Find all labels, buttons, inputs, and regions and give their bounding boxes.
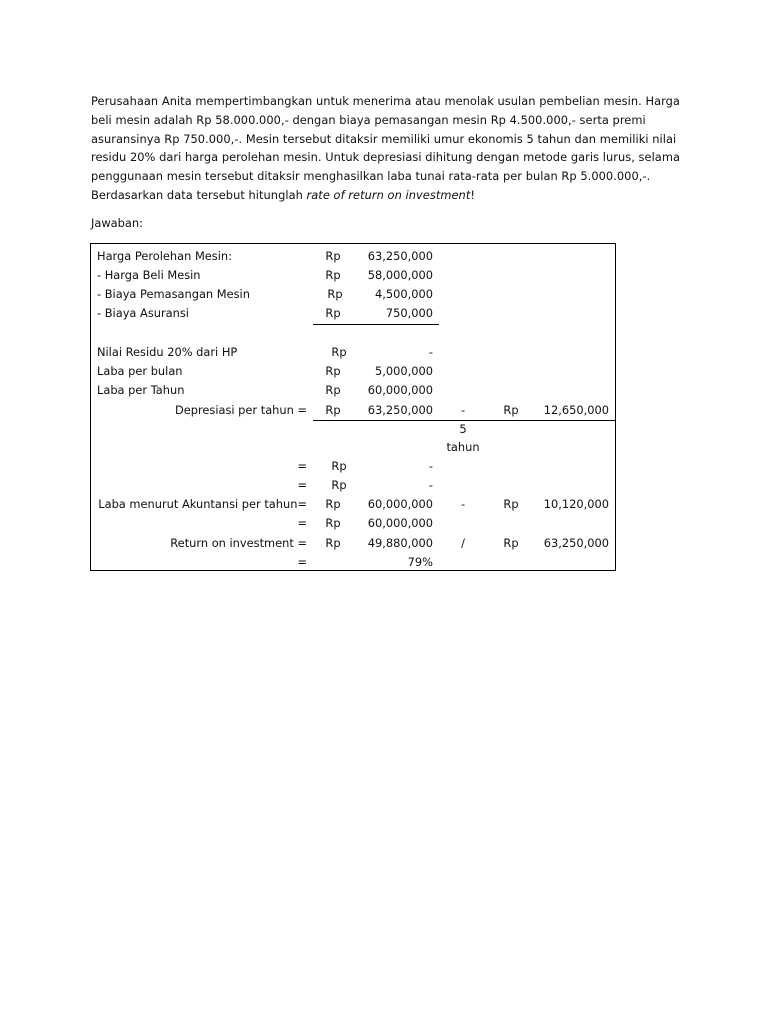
row-8-operator: -	[460, 403, 466, 417]
row-9-divisor: 5	[459, 422, 467, 436]
row-8-currency-2: Rp	[503, 403, 519, 417]
row-11-amount: -	[428, 459, 433, 473]
question-line-2: beli mesin adalah Rp 58.000.000,- dengan biaya pemasangan mesin Rp 4.500.000,- serta premi	[91, 112, 646, 127]
row-14-label: =	[297, 516, 307, 530]
row-2-currency: Rp	[325, 268, 341, 282]
row-10-unit: tahun	[446, 440, 480, 454]
row-7-label: Laba per Tahun	[97, 383, 185, 397]
question-line-6-italic: rate of return on investment	[306, 187, 471, 202]
row-5-label: Nilai Residu 20% dari HP	[97, 345, 238, 359]
question-text	[91, 92, 681, 205]
row-15-amount-2: 63,250,000	[543, 536, 609, 550]
row-14-amount: 60,000,000	[367, 516, 433, 530]
division-rule	[313, 420, 615, 421]
row-13-amount: 60,000,000	[367, 497, 433, 511]
question-line-4: residu 20% dari harga perolehan mesin. Untuk depresiasi dihitung dengan metode garis lurus, selama	[91, 150, 681, 165]
question-line-3: asuransinya Rp 750.000,-. Mesin tersebut ditaksir memiliki umur ekonomis 5 tahun dan memiliki nilai	[91, 131, 677, 146]
row-8-label: Depresiasi per tahun =	[174, 403, 307, 417]
row-15-operator: /	[461, 536, 465, 550]
row-15-currency-2: Rp	[503, 536, 519, 550]
row-5-amount: -	[428, 345, 433, 359]
row-2-amount: 58,000,000	[367, 268, 433, 282]
row-1-label: Harga Perolehan Mesin:	[97, 249, 232, 263]
row-13-amount-2: 10,120,000	[543, 497, 609, 511]
row-7-currency: Rp	[325, 383, 341, 397]
row-8-amount: 63,250,000	[367, 403, 433, 417]
row-3-amount: 4,500,000	[375, 287, 433, 301]
row-6-amount: 5,000,000	[375, 364, 433, 378]
row-15-currency: Rp	[325, 536, 341, 550]
row-1-currency: Rp	[325, 249, 341, 263]
row-6-label: Laba per bulan	[97, 364, 183, 378]
row-14-currency: Rp	[325, 516, 341, 530]
row-12-currency: Rp	[331, 478, 347, 492]
question-line-6-prefix: Berdasarkan data tersebut hitunglah	[91, 187, 307, 202]
row-16-result: 79%	[407, 555, 433, 569]
row-13-operator: -	[460, 497, 466, 511]
row-12-label: =	[297, 478, 307, 492]
row-13-label: Laba menurut Akuntansi per tahun=	[98, 497, 307, 511]
answer-label: Jawaban:	[91, 216, 143, 230]
question-line-1: Perusahaan Anita mempertimbangkan untuk menerima atau menolak usulan pembelian mesin. Harga	[91, 94, 680, 108]
subtotal-rule	[313, 324, 439, 325]
question-line-6-suffix: !	[470, 187, 475, 202]
row-12-amount: -	[428, 478, 433, 492]
row-8-currency: Rp	[325, 403, 341, 417]
row-11-label: =	[297, 459, 307, 473]
row-2-label: - Harga Beli Mesin	[97, 268, 201, 282]
row-6-currency: Rp	[325, 364, 341, 378]
row-15-amount: 49,880,000	[367, 536, 433, 550]
answer-table	[90, 243, 616, 571]
row-16-label: =	[297, 555, 307, 569]
question-line-6	[91, 186, 671, 205]
row-8-amount-2: 12,650,000	[543, 403, 609, 417]
row-4-amount: 750,000	[385, 306, 433, 320]
row-7-amount: 60,000,000	[367, 383, 433, 397]
row-15-label: Return on investment =	[170, 536, 307, 550]
row-1-amount: 63,250,000	[367, 249, 433, 263]
row-13-currency-2: Rp	[503, 497, 519, 511]
row-4-label: - Biaya Asuransi	[97, 306, 189, 320]
row-11-currency: Rp	[331, 459, 347, 473]
row-4-currency: Rp	[325, 306, 341, 320]
row-13-currency: Rp	[325, 497, 341, 511]
row-3-label: - Biaya Pemasangan Mesin	[97, 287, 250, 301]
row-5-currency: Rp	[331, 345, 347, 359]
question-line-5: penggunaan mesin tersebut ditaksir menghasilkan laba tunai rata-rata per bulan Rp 5.000.000,-.	[91, 169, 651, 184]
row-3-currency: Rp	[327, 287, 343, 301]
